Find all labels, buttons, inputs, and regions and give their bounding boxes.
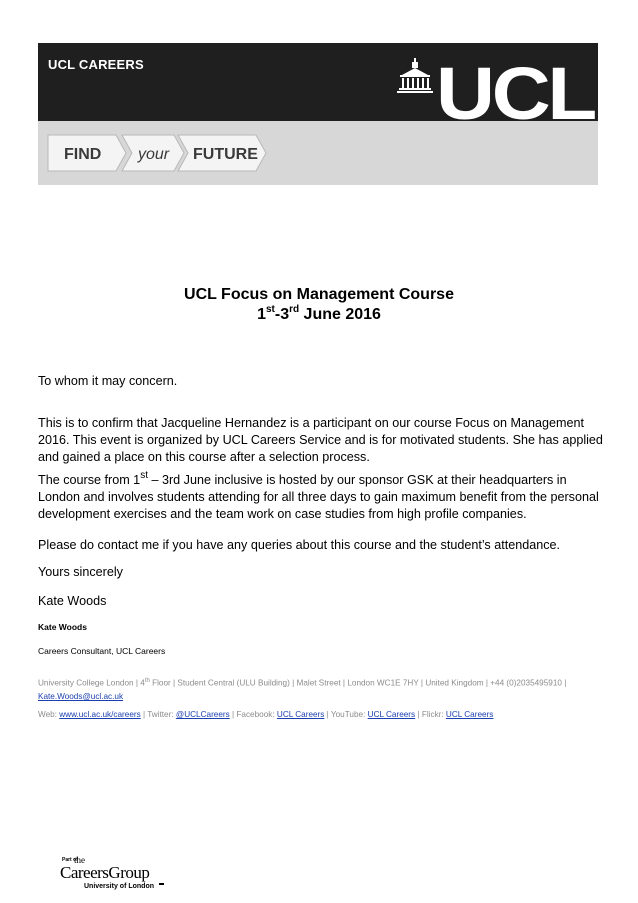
web-link[interactable]: www.ucl.ac.uk/careers	[59, 710, 141, 719]
paragraph-confirmation: This is to confirm that Jacqueline Hernandez is a participant on our course Focus on Management 2016. This event is organized by UCL Careers Service and is for motivated students. She has applied and gained a place on this course after a selection process.	[38, 416, 603, 464]
signatory-name: Kate Woods	[38, 622, 87, 632]
signatory-role: Careers Consultant, UCL Careers	[38, 646, 166, 656]
portico-icon	[397, 58, 433, 93]
careers-group-the: the	[74, 855, 85, 865]
signature-name: Kate Woods	[38, 594, 107, 608]
find-your-future-graphic	[38, 121, 278, 185]
careers-group-logo	[58, 855, 168, 895]
footer-address: University College London | 4th Floor | Student Central (ULU Building) | Malet Street | London WC1E 7HY | United Kingdom | +44 (0)2035495910 | Kate.Woods@ucl.ac.uk	[38, 678, 567, 701]
closing: Yours sincerely	[38, 565, 123, 579]
facebook-link[interactable]: UCL Careers	[276, 710, 325, 719]
footer-links: Web: www.ucl.ac.uk/careers | Twitter: @UCLCareers | Facebook: UCL Careers | YouTube: UCL Careers | Flickr: UCL Careers	[38, 710, 494, 719]
ucl-logo-text: UCL	[436, 52, 595, 121]
tagline-strip	[38, 121, 598, 185]
svg-text:FIND: FIND	[64, 146, 102, 163]
flickr-link[interactable]: UCL Careers	[445, 710, 494, 719]
youtube-link[interactable]: UCL Careers	[367, 710, 416, 719]
email-link[interactable]: Kate.Woods@ucl.ac.uk	[38, 691, 124, 701]
careers-group-dash	[159, 883, 164, 885]
banner-title: UCL CAREERS	[48, 57, 144, 72]
svg-text:FUTURE: FUTURE	[193, 146, 258, 163]
greeting: To whom it may concern.	[38, 374, 178, 388]
course-title: UCL Focus on Management Course	[184, 286, 454, 303]
header-banner	[38, 43, 598, 121]
svg-text:your: your	[138, 146, 170, 163]
ucl-logo	[396, 49, 596, 121]
careers-group-part-of: Part of	[62, 857, 78, 863]
paragraph-course-details: The course from 1st – 3rd June inclusive is hosted by our sponsor GSK at their headquarters in London and involves students attending for all three days to gain maximum benefit from the personal development exercises and the team work on case studies from high profile companies.	[38, 469, 599, 521]
careers-group-name: CareersGroup	[60, 863, 150, 882]
twitter-link[interactable]: @UCLCareers	[175, 710, 230, 719]
careers-group-sub: University of London	[84, 883, 154, 890]
course-dates: 1st-3rd June 2016	[257, 303, 381, 323]
paragraph-contact: Please do contact me if you have any queries about this course and the student’s attendance.	[38, 538, 561, 552]
